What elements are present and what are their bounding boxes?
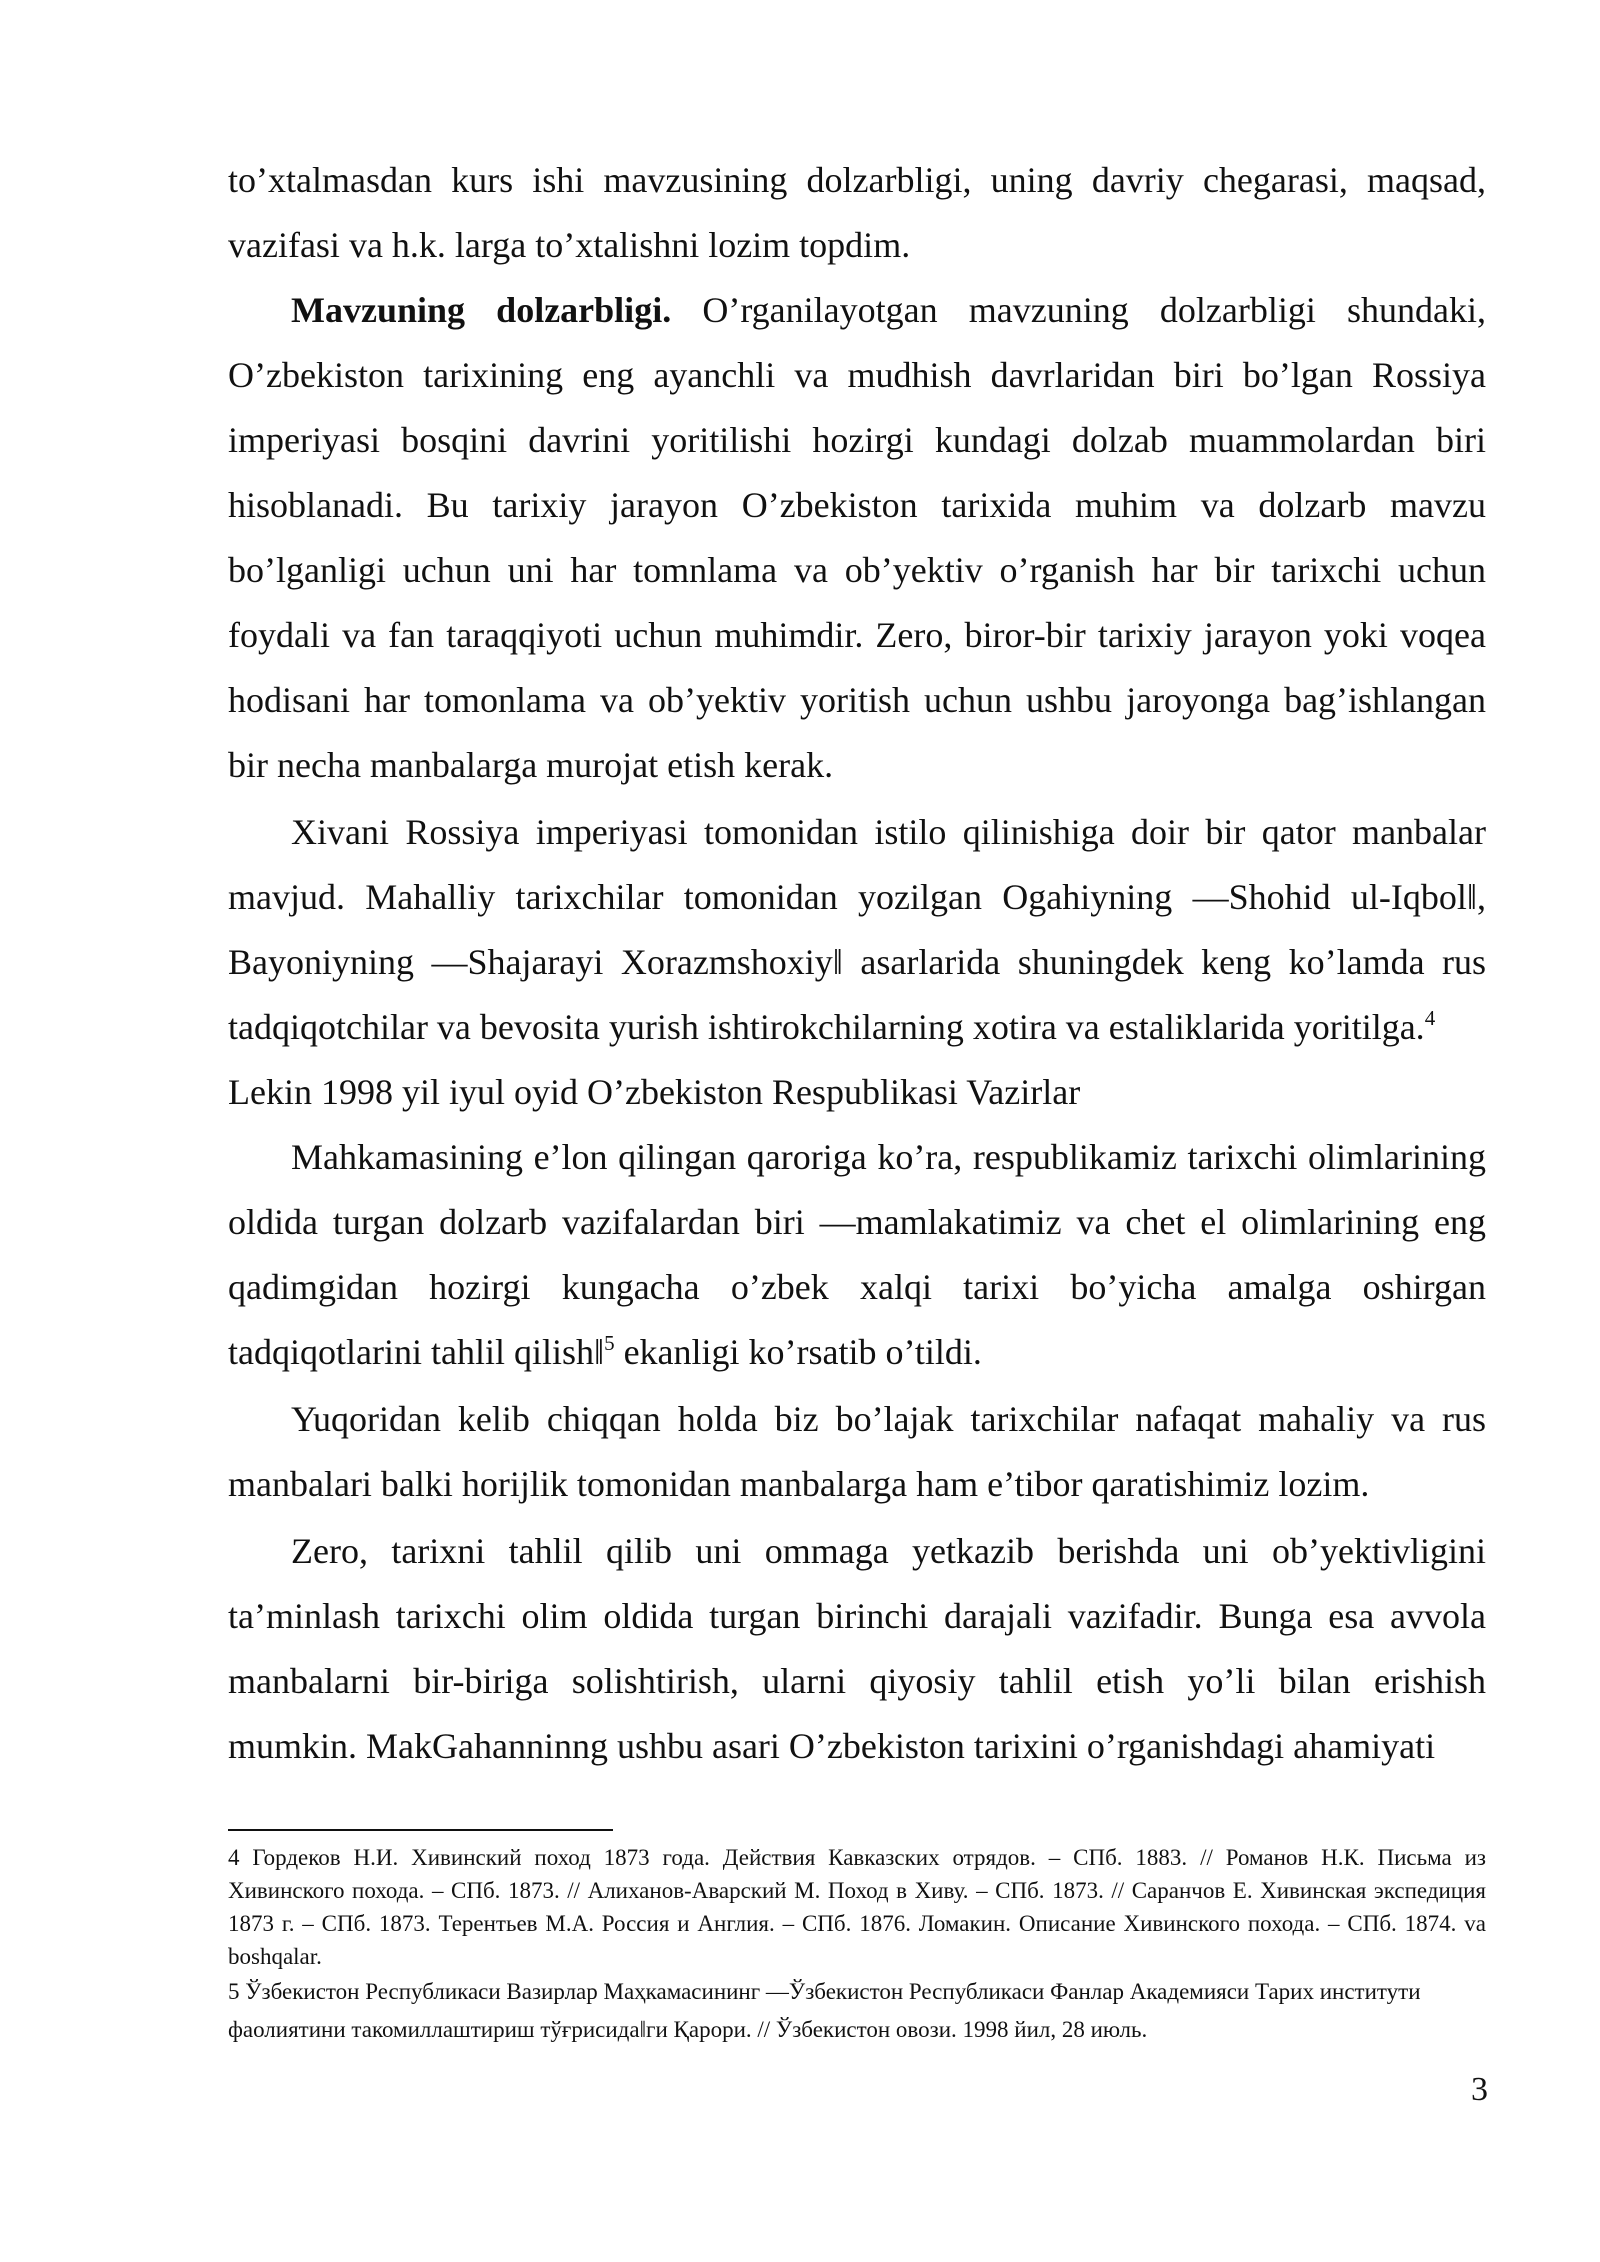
footnote-ref-5: 5	[604, 1331, 615, 1355]
paragraph-decree-start: Lekin 1998 yil iyul oyid O’zbekiston Respublikasi Vazirlar	[228, 1072, 1081, 1112]
section-heading-relevance: Mavzuning dolzarbligi.	[291, 290, 672, 330]
paragraph-intro: to’xtalmasdan kurs ishi mavzusining dolzarbligi, uning davriy chegarasi, maqsad, vazifasi va h.k. larga to’xtalishni lozim topdim.	[228, 160, 1486, 265]
body-text	[228, 148, 1486, 1779]
paragraph-sources	[228, 800, 1486, 1060]
footnote-4: 4 Гордеков Н.И. Хивинский поход 1873 года. Действия Кавказских отрядов. – СПб. 1883. // Романов Н.К. Письма из Хивинского похода. – СПб. 1873. // Алиханов-Аварский М. Поход в Хиву. – СПб. 1873. // Саранчов Е. Хивинская экспедиция 1873 г. – СПб. 1873. Терентьев М.А. Россия и Англия. – СПб. 1876. Ломакин. Описание Хивинского похода. – СПб. 1874. va boshqalar.	[228, 1845, 1486, 1969]
page-number: 3	[1471, 2071, 1488, 2108]
paragraph-decree	[228, 1125, 1486, 1385]
paragraph-relevance-text: O’rganilayotgan mavzuning dolzarbligi shundaki, O’zbekiston tarixining eng ayanchli va mudhish davrlaridan biri bo’lgan Rossiya imperiyasi bosqini davrini yoritilishi hozirgi kundagi dolzab muammolardan biri hisoblanadi. Bu tarixiy jarayon O’zbekiston tarixida muhim va dolzarb mavzu bo’lganligi uchun uni har tomnlama va ob’yektiv o’rganish har bir tarixchi uchun foydali va fan taraqqiyoti uchun muhimdir. Zero, biror-bir tarixiy jarayon yoki voqea hodisani har tomonlama va ob’yektiv yoritish uchun ushbu jaroyonga bag’ishlangan bir necha manbalarga murojat etish kerak.	[228, 290, 1487, 785]
footnote-5: 5 Ўзбекистон Республикаси Вазирлар Маҳкамасининг ―Ўзбекистон Республикаси Фанлар Академияси Тарих институти фаолиятини такомиллаштириш тўғрисида‖ги Қарори. // Ўзбекистон овози. 1998 йил, 28 июль.	[228, 1979, 1421, 2042]
paragraph-conclusion: Yuqoridan kelib chiqqan holda biz bo’lajak tarixchilar nafaqat mahaliy va rus manbalari balki horijlik tomonidan manbalarga ham e’tibor qaratishimiz lozim.	[228, 1399, 1486, 1504]
paragraph-objectivity: Zero, tarixni tahlil qilib uni ommaga yetkazib berishda uni ob’yektivligini ta’minlash tarixchi olim oldida turgan birinchi darajali vazifadir. Bunga esa avvola manbalarni bir-biriga solishtirish, ularni qiyosiy tahlil etish yo’li bilan erishish mumkin. MakGahanninng ushbu asari O’zbekiston tarixini o’rganishdagi ahamiyati	[228, 1531, 1486, 1766]
paragraph-relevance	[228, 278, 1486, 798]
paragraph-decree-after: ekanligi ko’rsatib o’tildi.	[614, 1332, 982, 1372]
footnotes	[228, 1841, 1486, 2049]
paragraph-sources-text: Xivani Rossiya imperiyasi tomonidan istilo qilinishiga doir bir qator manbalar mavjud. Mahalliy tarixchilar tomonidan yozilgan Ogahiyning ―Shohid ul-Iqbol‖, Bayoniyning ―Shajarayi Xorazmshoxiy‖ asarlarida shuningdek keng ko’lamda rus tadqiqotchilar va bevosita yurish ishtirokchilarning xotira va estaliklarida yoritilga.	[228, 812, 1486, 1047]
footnote-ref-4: 4	[1424, 1006, 1436, 1030]
footnote-separator	[228, 1829, 613, 1831]
paragraph-decree-text: Mahkamasining e’lon qilingan qaroriga ko’ra, respublikamiz tarixchi olimlarining oldida turgan dolzarb vazifalardan biri ―mamlakatimiz va chet el olimlarining eng qadimgidan hozirgi kungacha o’zbek xalqi tarixi bo’yicha amalga oshirgan tadqiqotlarini tahlil qilish‖	[228, 1137, 1486, 1372]
